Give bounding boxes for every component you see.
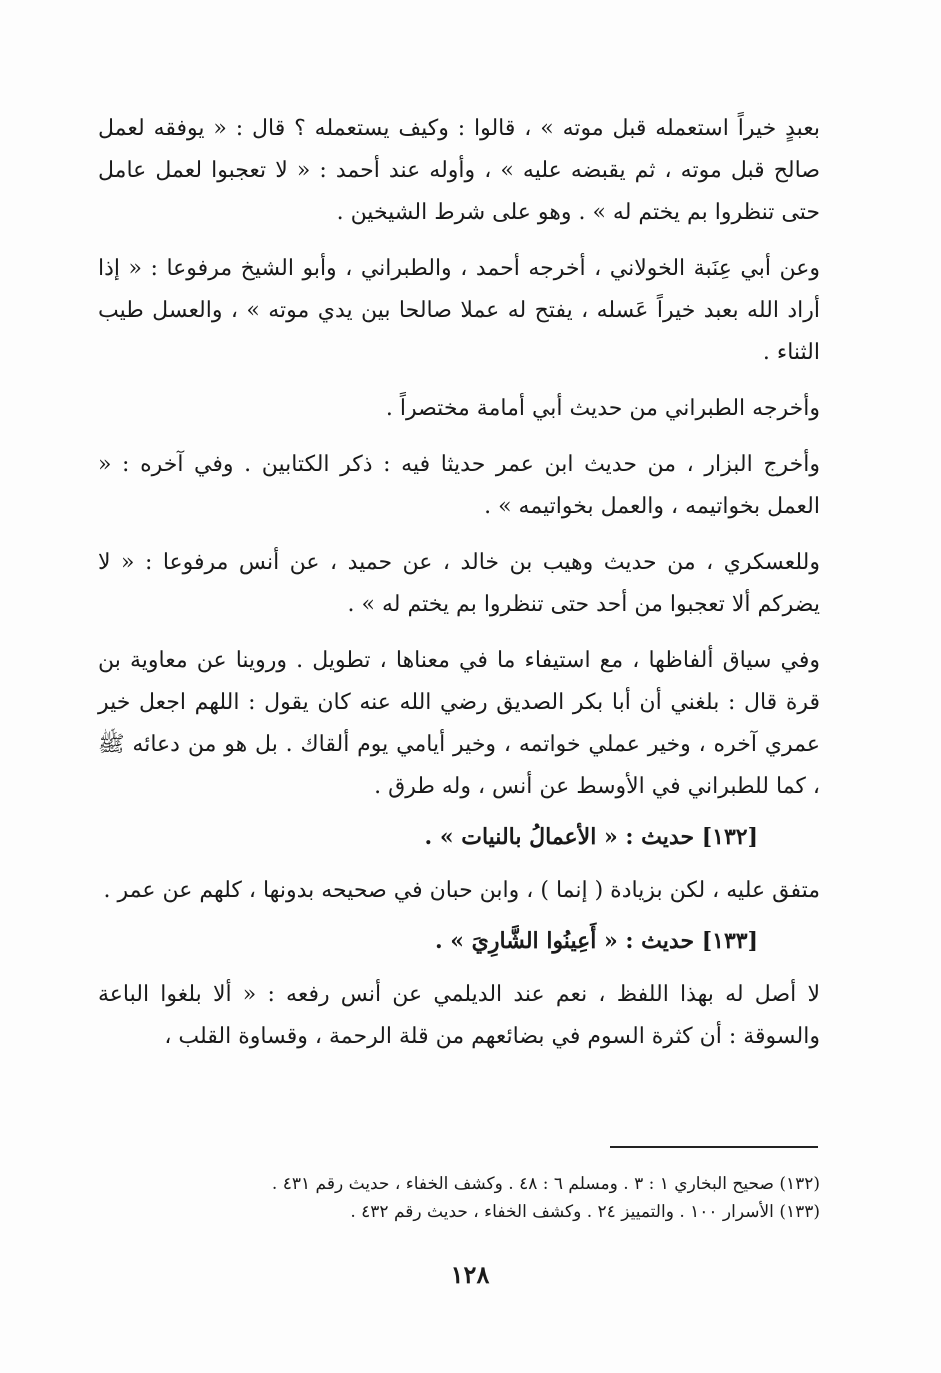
hadith-heading-132: [١٣٢] حديث : « الأعمالُ بالنيات » . (424, 824, 758, 850)
footnote-133: (١٣٣) الأسرار ١٠٠ . والتمييز ٢٤ . وكشف الخفاء ، حديث رقم ٤٣٢ . (350, 1202, 820, 1222)
page-number: ١٢٨ (450, 1260, 490, 1289)
paragraph-6: وفي سياق ألفاظها ، مع استيفاء ما في معناها ، تطويل . وروينا عن معاوية بن قرة قال : بلغني أن أبا بكر الصديق رضي الله عنه كان يقول : اللهم اجعل خير عمري آخره ، وخير عملي خواتمه ، وخير أيامي يوم ألقاك . بل هو من دعائه ﷺ ، كما للطبراني في الأوسط عن أنس ، وله طرق . (98, 648, 820, 799)
body-text (98, 108, 820, 1058)
footnote-132: (١٣٢) صحيح البخاري ١ : ٣ . ومسلم ٦ : ٤٨ . وكشف الخفاء ، حديث رقم ٤٣١ . (271, 1174, 820, 1194)
paragraph-2: وعن أبي عِنَبة الخولاني ، أخرجه أحمد ، والطبراني ، وأبو الشيخ مرفوعا : « إذا أراد الله بعبد خيراً عَسله ، يفتح له عملا صالحا بين يدي موته » ، والعسل طيب الثناء . (98, 256, 820, 365)
paragraph-5: وللعسكري ، من حديث وهيب بن خالد ، عن حميد ، عن أنس مرفوعا : « لا يضركم ألا تعجبوا من أحد حتى تنظروا بم يختم له » . (98, 550, 820, 617)
paragraph-4: وأخرج البزار ، من حديث ابن عمر حديثا فيه : ذكر الكتابين . وفي آخره : « العمل بخواتيمه ، والعمل بخواتيمه » . (98, 452, 820, 519)
paragraph-7: متفق عليه ، لكن بزيادة ( إنما ) ، وابن حبان في صحيحه بدونها ، كلهم عن عمر . (103, 878, 820, 903)
footnote-separator (610, 1146, 818, 1148)
paragraph-3: وأخرجه الطبراني من حديث أبي أمامة مختصراً . (385, 396, 820, 421)
footnotes (98, 1170, 820, 1226)
paragraph-1: بعبدٍ خيراً استعمله قبل موته » ، قالوا : وكيف يستعمله ؟ قال : « يوفقه لعمل صالح قبل موته ، ثم يقبضه عليه » ، وأوله عند أحمد : « لا تعجبوا لعمل عامل حتى تنظروا بم يختم له » . وهو على شرط الشيخين . (98, 116, 820, 225)
hadith-heading-133: [١٣٣] حديث : « أَعِينُوا الشَّارِيَ » . (434, 928, 758, 954)
paragraph-8: لا أصل له بهذا اللفظ ، نعم عند الديلمي عن أنس رفعه : « ألا بلغوا الباعة والسوقة : أن كثرة السوم في بضائعهم من قلة الرحمة ، وقساوة القلب ، (98, 982, 820, 1049)
